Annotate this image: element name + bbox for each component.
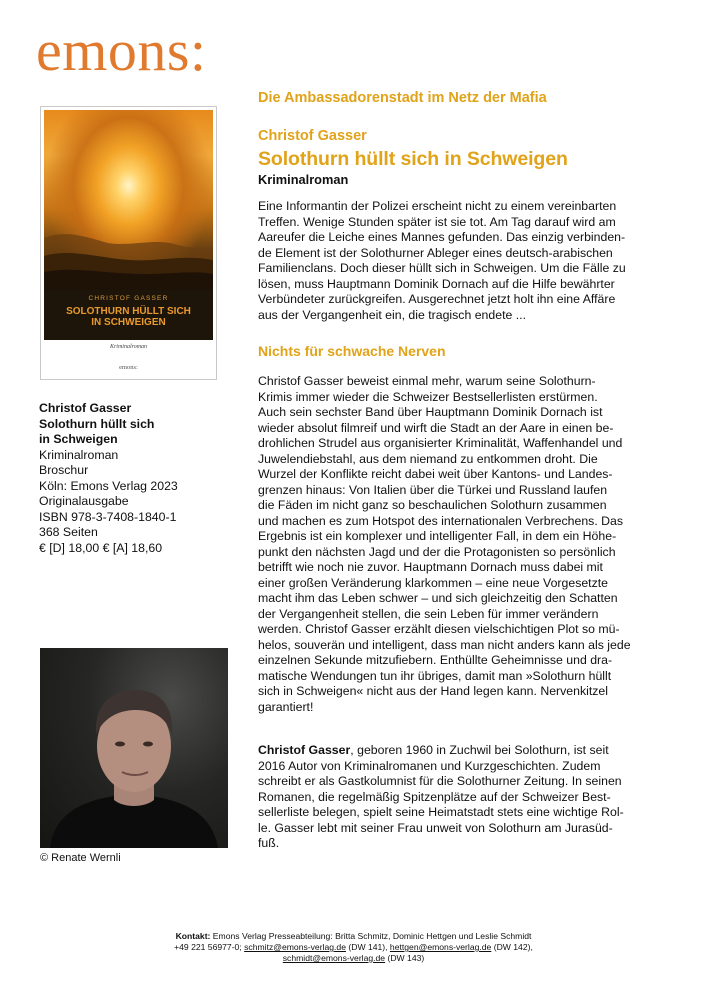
info-author: Christof Gasser: [39, 401, 132, 415]
contact-line: [0, 931, 707, 942]
text-line: Eine Informantin der Polizei erscheint nicht zu einem vereinbarten: [258, 199, 617, 213]
text-line: einer großen Veränderung klarkommen – eine neue Vorgesetzte: [258, 575, 608, 590]
text-line: Ergebnis ist ein komplexer und intelligenter Fall, in dem ein Höhe-: [258, 529, 617, 543]
author-photo: [40, 648, 228, 848]
text-line: de Element ist der Solothurner Ableger eines deutsch-arabischen: [258, 245, 613, 260]
section-heading: Nichts für schwache Nerven: [258, 343, 446, 359]
text-line: lösen, muss Hauptmann Dominik Dornach auf die Hilfe bewährter: [258, 276, 615, 291]
cover-hills: [44, 208, 213, 292]
text-line: betrifft wie noch nie zuvor. Hauptmann Dornach muss dabei mit: [258, 560, 603, 574]
text-line: Romanen, die regelmäßig Spitzenplätze auf der Schweizer Best-: [258, 789, 611, 804]
text-line: 2016 Autor von Kriminalromanen und Kurzgeschichten. Zudem: [258, 758, 601, 773]
email-link[interactable]: hettgen@emons-verlag.de: [389, 942, 492, 952]
text-line: Juwelendiebstahl, aus dem niemand zu entkommen droht. Die: [258, 451, 598, 466]
text-line: fuß.: [258, 836, 280, 850]
contact-line: [0, 953, 707, 964]
text-line: Auch sein sechster Band über Hauptmann Dominik Dornach ist: [258, 405, 603, 419]
cover-title-band: [44, 290, 213, 340]
bio-text: , geboren 1960 in Zuchwil bei Solothurn, ist seit: [350, 743, 609, 757]
cover-title-line: SOLOTHURN HÜLLT SICH: [66, 306, 191, 317]
headline: Die Ambassadorenstadt im Netz der Mafia: [258, 90, 547, 106]
contact-ext: (DW 142),: [491, 942, 533, 952]
info-line: € [D] 18,00 € [A] 18,60: [39, 540, 163, 555]
text-line: Verbündeter zurückgreifen. Ausgerechnet jetzt holt ihn eine Affäre: [258, 292, 616, 306]
text-line: macht ihm das Leben schwer – und sich gleichzeitig den Schatten: [258, 591, 618, 605]
text-line: der Vergangenheit stellen, die sein Leben für immer verändern: [258, 606, 599, 621]
text-line: Treffen. Wenige Stunden später ist sie tot. Am Tag darauf wird am: [258, 214, 616, 229]
text-line: [258, 743, 676, 759]
text-line: einzelnen Sekunde mitzufiebern. Enthüllte Geheimnisse und dra-: [258, 653, 613, 667]
contact-label: Kontakt:: [175, 931, 211, 941]
text-line: grenzen hinaus: Von Italien über die Türkei und Russland laufen: [258, 482, 608, 497]
cover-footer: [44, 340, 213, 376]
contact-phone: +49 221 56977-0;: [174, 942, 245, 952]
publisher-logo: emons:: [36, 18, 207, 83]
info-title: Solothurn hüllt sich: [39, 416, 155, 431]
info-title: in Schweigen: [39, 432, 118, 446]
text-line: le. Gasser lebt mit seiner Frau unweit von Solothurn am Jurasüd-: [258, 820, 613, 835]
text-line: garantiert!: [258, 699, 314, 714]
contact-ext: (DW 143): [385, 953, 425, 963]
teaser-paragraph: [258, 199, 676, 323]
text-line: die Fäden im nicht ganz so beschaulichen Solothurn zusammen: [258, 498, 607, 512]
book-info: [39, 401, 178, 556]
author-name: Christof Gasser: [258, 128, 367, 144]
text-line: Krimis immer wieder die Schweizer Bestsellerlisten erstürmen.: [258, 389, 598, 404]
contact-text: Emons Verlag Presseabteilung: Britta Schmitz, Dominic Hettgen und Leslie Schmidt: [210, 931, 532, 941]
text-line: Familienclans. Doch dieser hüllt sich in Schweigen. Um die Fälle zu: [258, 261, 626, 275]
contact-ext: (DW 141),: [345, 942, 390, 952]
book-cover: [40, 106, 217, 380]
text-line: Aareufer die Leiche eines Mannes gefunden. Das einzig verbinden-: [258, 230, 626, 244]
contact-footer: [0, 931, 707, 964]
text-line: sellerliste belegen, spielt seine Heimatstadt stets eine wichtige Rol-: [258, 805, 624, 819]
text-line: und machen es zum Hotspot des internationalen Verbrechens. Das: [258, 513, 624, 528]
cover-title-line: IN SCHWEIGEN: [91, 317, 166, 328]
text-line: helos, souverän und intelligent, dass man nicht anders kann als jede: [258, 637, 631, 652]
text-line: sich in Schweigen« nicht aus der Hand legen kann. Nervenkitzel: [258, 684, 608, 698]
photo-credit: © Renate Wernli: [40, 852, 121, 864]
review-paragraph: [258, 374, 676, 715]
info-line: Broschur: [39, 463, 89, 477]
genre-label: Kriminalroman: [258, 172, 349, 187]
text-line: Wurzel der Konflikte reicht dabei weit über Kantons- und Landes-: [258, 467, 613, 481]
email-link[interactable]: schmitz@emons-verlag.de: [244, 942, 346, 952]
cover-publisher: emons:: [119, 364, 138, 371]
bio-paragraph: [258, 743, 676, 852]
info-line: Originalausgabe: [39, 494, 129, 508]
cover-genre: Kriminalroman: [109, 344, 148, 350]
cover-author: CHRISTOF GASSER: [88, 295, 169, 302]
bio-name: Christof Gasser: [258, 743, 351, 757]
text-line: wieder absolut filmreif und wirft die Stadt an der Aare in einen be-: [258, 420, 614, 435]
info-line: 368 Seiten: [39, 525, 98, 539]
email-link[interactable]: schmidt@emons-verlag.de: [282, 953, 386, 963]
info-line: Köln: Emons Verlag 2023: [39, 478, 178, 493]
cover-title: [44, 306, 213, 328]
text-line: schreibt er als Gastkolumnist für die Solothurner Zeitung. In seinen: [258, 774, 622, 788]
author-portrait: [40, 648, 228, 848]
text-line: drohlichen Strudel aus organisierter Kriminalität, Waffenhandel und: [258, 436, 623, 450]
info-line: Kriminalroman: [39, 447, 119, 462]
info-line: ISBN 978-3-7408-1840-1: [39, 509, 177, 524]
cover-image: [44, 110, 213, 376]
text-line: aus der Vergangenheit ein, die tragisch endete ...: [258, 307, 526, 322]
book-title: Solothurn hüllt sich in Schweigen: [258, 148, 568, 170]
text-line: werden. Christof Gasser erzählt diesen vielschichtigen Plot so mü-: [258, 622, 620, 636]
text-line: Christof Gasser beweist einmal mehr, warum seine Solothurn-: [258, 374, 596, 388]
contact-line: [0, 942, 707, 953]
text-line: matische Wendungen tun ihr übriges, damit man »Solothurn hüllt: [258, 668, 612, 683]
text-line: punkt den nächsten Jagd und der die Protagonisten so persönlich: [258, 544, 616, 559]
